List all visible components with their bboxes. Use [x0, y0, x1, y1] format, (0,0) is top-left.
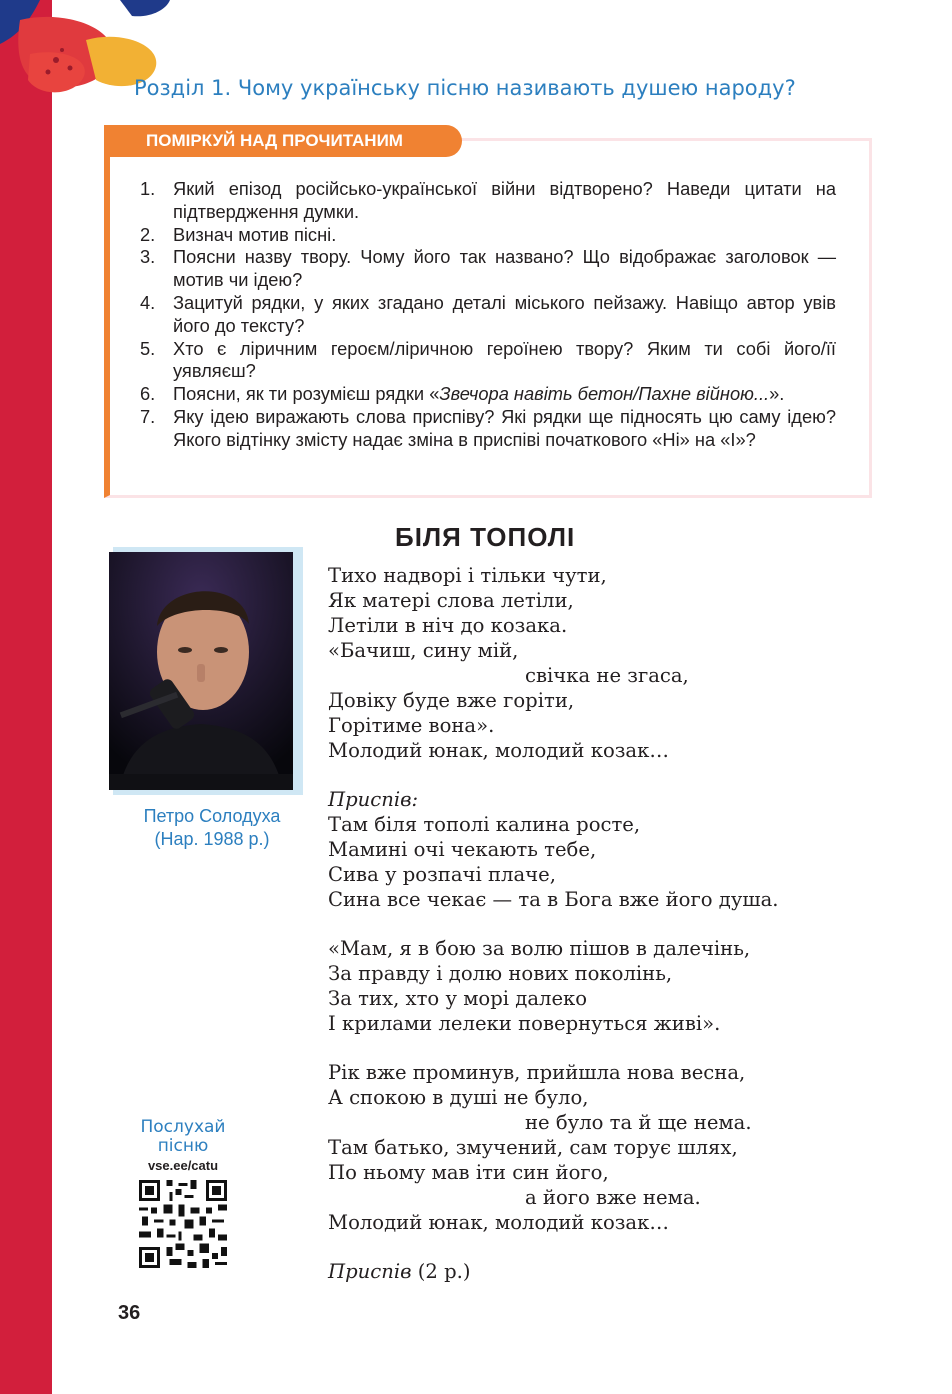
question-list — [140, 178, 836, 452]
decorative-corner-art — [0, 0, 240, 120]
chorus-label: Приспів: — [328, 788, 419, 811]
lyric-line: По ньому мав іти син його, — [328, 1161, 609, 1184]
caption-name: Петро Солодуха — [143, 806, 281, 826]
lyric-line: Летіли в ніч до козака. — [328, 614, 568, 637]
final-chorus-repeat: (2 р.) — [417, 1260, 471, 1283]
lyric-line: Молодий юнак, молодий козак… — [328, 1211, 669, 1234]
lyric-line: «Мам, я в бою за волю пішов в далечінь, — [328, 937, 751, 960]
left-red-margin — [0, 0, 52, 1394]
listen-line-1: Послухай — [140, 1117, 226, 1137]
song-title: БІЛЯ ТОПОЛІ — [395, 522, 576, 552]
question-item: 6. Поясни, як ти розумієш рядки «Звечора навіть бетон/Пахне війною...». — [140, 383, 785, 405]
chapter-title: Розділ 1. Чому українську пісню називають душею народу? — [134, 76, 796, 100]
song-lyrics — [328, 563, 848, 1284]
lyric-line: а його вже нема. — [525, 1186, 701, 1209]
lyric-line: Там батько, змучений, сам торує шлях, — [328, 1136, 738, 1159]
listen-prompt — [124, 1118, 242, 1156]
lyric-line: А спокою в душі не було, — [328, 1086, 589, 1109]
question-item: 5. Хто є ліричним героєм/ліричною героїнею твору? Яким ти собі його/її уявляєш? — [140, 337, 836, 382]
qr-code-icon[interactable] — [139, 1180, 227, 1268]
question-item: 2. Визнач мотив пісні. — [140, 223, 337, 245]
lyric-line: Молодий юнак, молодий козак… — [328, 739, 669, 762]
lyric-line: Сина все чекає — та в Бога вже його душа. — [328, 888, 779, 911]
lyric-line: Рік вже проминув, прийшла нова весна, — [328, 1061, 746, 1084]
question-item: 3. Поясни назву твору. Чому його так названо? Що відображає заголовок — мотив чи ідею? — [140, 246, 836, 291]
lyric-line: За тих, хто у морі далеко — [328, 987, 588, 1010]
lyric-line: Сива у розпачі плаче, — [328, 863, 556, 886]
question-item: 7. Яку ідею виражають слова приспіву? Які рядки ще підносять цю саму ідею? Якого відтінку змісту надає зміна в приспіві початкового «Ні» на «І»? — [140, 405, 836, 450]
question-item: 1. Який епізод російсько-української війни відтворено? Наведи цитати на підтвердження думки. — [140, 178, 836, 222]
page-number: 36 — [118, 1302, 141, 1324]
caption-years: (Нар. 1988 р.) — [154, 829, 270, 849]
lyric-line: свічка не згаса, — [525, 664, 689, 687]
final-chorus-line — [328, 1259, 848, 1284]
think-box-label: ПОМІРКУЙ НАД ПРОЧИТАНИМ — [104, 125, 462, 157]
lyric-line: «Бачиш, сину мій, — [328, 639, 519, 662]
final-chorus-label: Приспів — [328, 1260, 412, 1283]
listen-line-2: пісню — [157, 1136, 209, 1156]
lyric-line: Довіку буде вже горіти, — [328, 689, 575, 712]
lyric-line: Там біля тополі калина росте, — [328, 813, 641, 836]
lyric-line: Горітиме вона». — [328, 714, 495, 737]
lyric-line: За правду і долю нових поколінь, — [328, 962, 673, 985]
lyric-line: не було та й ще нема. — [525, 1111, 752, 1134]
photo-caption — [112, 805, 312, 851]
singer-photo — [109, 552, 293, 790]
lyric-line: Як матері слова летіли, — [328, 589, 574, 612]
lyric-line: Мамині очі чекають тебе, — [328, 838, 597, 861]
listen-url[interactable]: vse.ee/catu — [147, 1158, 219, 1173]
lyric-line: Тихо надворі і тільки чути, — [328, 564, 607, 587]
question-item: 4. Зацитуй рядки, у яких згадано деталі міського пейзажу. Навіщо автор увів його до тексту? — [140, 291, 836, 336]
lyric-line: І крилами лелеки повернуться живі». — [328, 1012, 721, 1035]
